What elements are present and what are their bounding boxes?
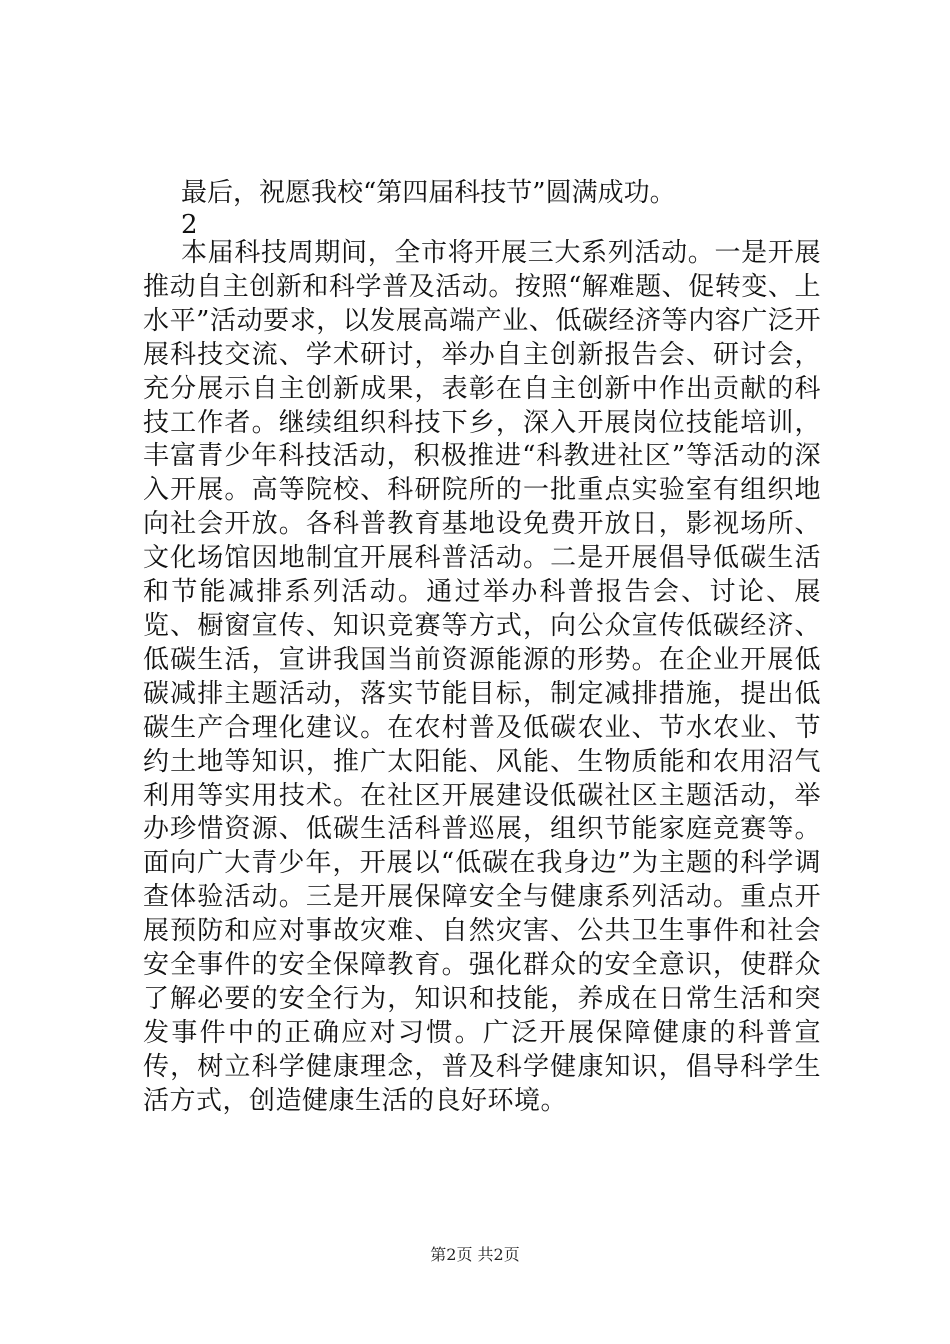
closing-line: 最后，祝愿我校“第四届科技节”圆满成功。: [181, 178, 676, 208]
body-paragraph: 本届科技周期间，全市将开展三大系列活动。一是开展推动自主创新和科学普及活动。按照“解难题、促转变、上水平”活动要求，以发展高端产业、低碳经济等内容广泛开展科技交流、学术研讨，举办自主创新报告会、研讨会，充分展示自主创新成果，表彰在自主创新中作出贡献的科技工作者。继续组织科技下乡，深入开展岗位技能培训，丰富青少年科技活动，积极推进“科教进社区”等活动的深入开展。高等院校、科研院所的一批重点实验室有组织地向社会开放。各科普教育基地设免费开放日，影视场所、文化场馆因地制宜开展科普活动。二是开展倡导低碳生活和节能减排系列活动。通过举办科普报告会、讨论、展览、橱窗宣传、知识竞赛等方式，向公众宣传低碳经济、低碳生活，宣讲我国当前资源能源的形势。在企业开展低碳减排主题活动，落实节能目标，制定减排措施，提出低碳生产合理化建议。在农村普及低碳农业、节水农业、节约土地等知识，推广太阳能、风能、生物质能和农用沼气利用等实用技术。在社区开展建设低碳社区主题活动，举办珍惜资源、低碳生活科普巡展，组织节能家庭竞赛等。面向广大青少年，开展以“低碳在我身边”为主题的科学调查体验活动。三是开展保障安全与健康系列活动。重点开展预防和应对事故灾难、自然灾害、公共卫生事件和社会安全事件的安全保障教育。强化群众的安全意识，使群众了解必要的安全行为，知识和技能，养成在日常生活和突发事件中的正确应对习惯。广泛开展保障健康的科普宣传，树立科学健康理念，普及科学健康知识，倡导科学生活方式，创造健康生活的良好环境。: [143, 238, 821, 1116]
section-number: 2: [181, 210, 198, 240]
page-footer: 第2页 共2页: [430, 1245, 520, 1264]
